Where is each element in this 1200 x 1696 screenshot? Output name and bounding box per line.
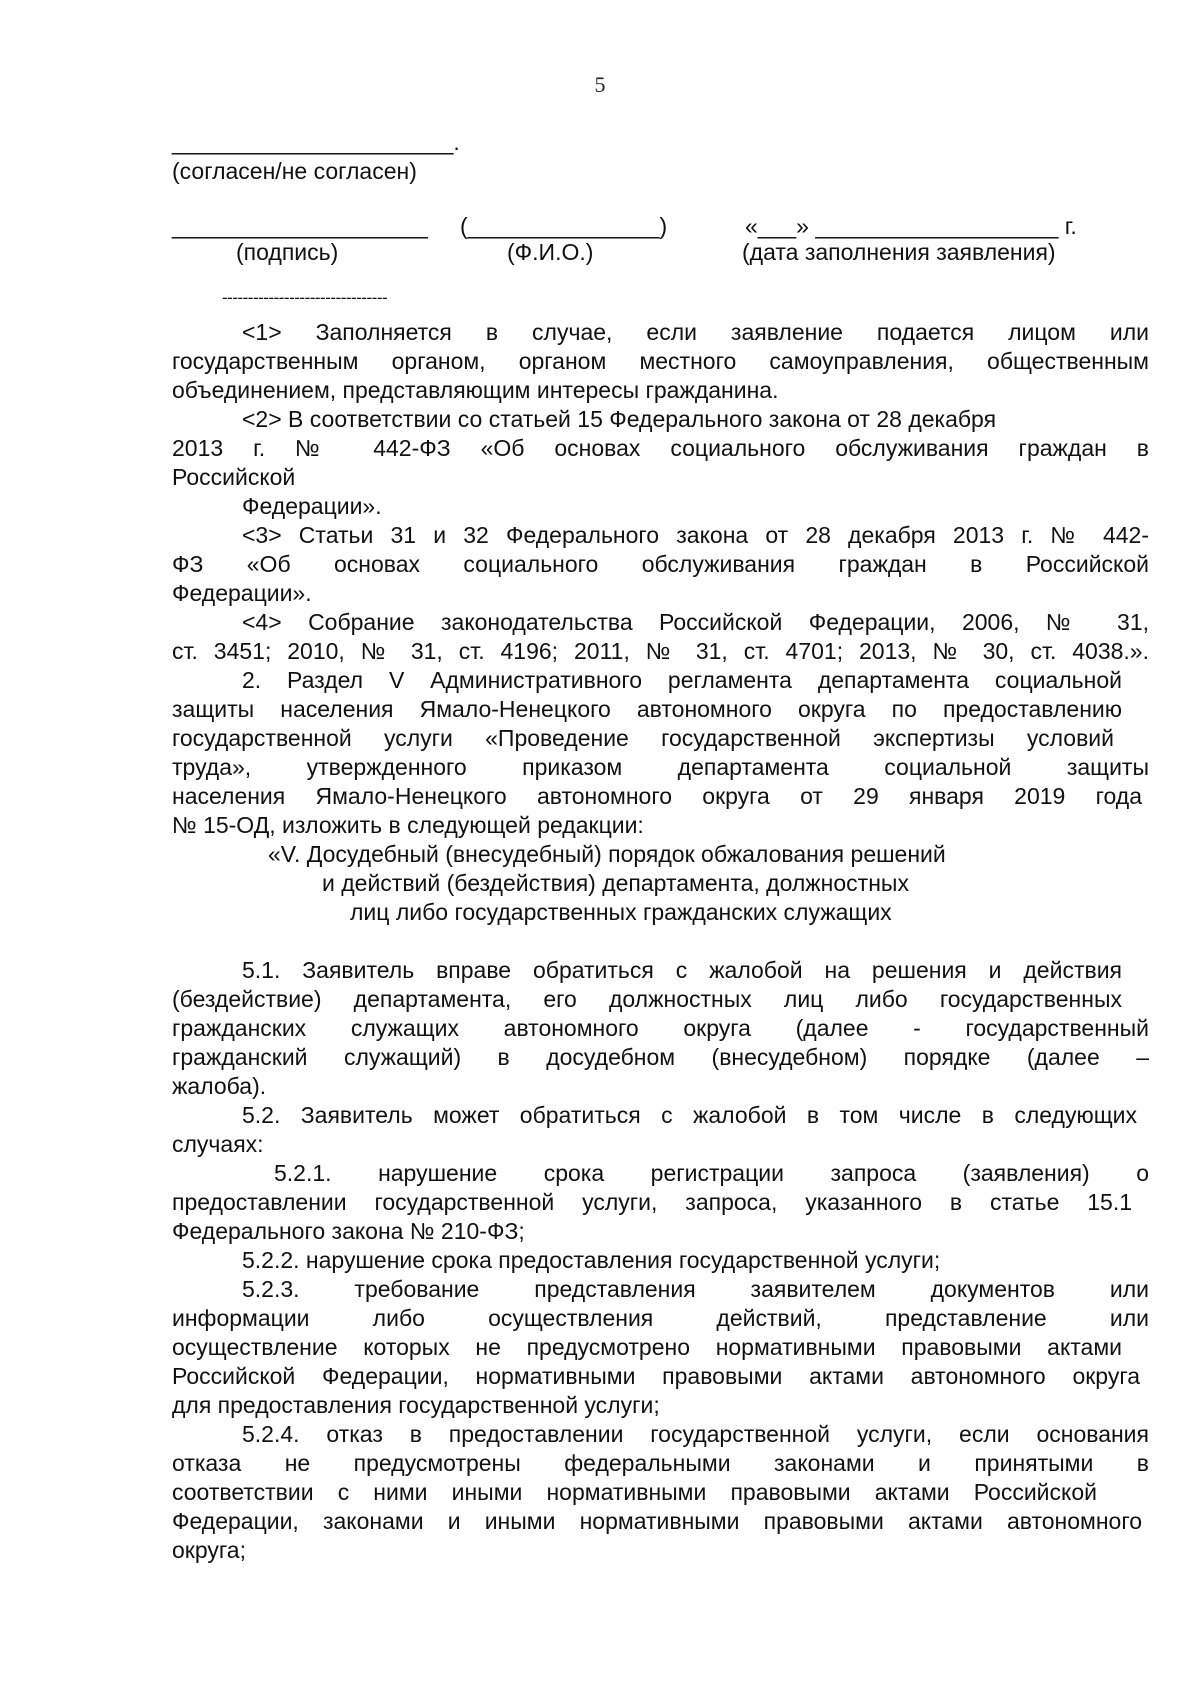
date-hint: (дата заполнения заявления) xyxy=(742,239,1056,265)
footnote-line: объединением, представляющим интересы гражданина. xyxy=(172,377,779,403)
consent-blank: ______________________. xyxy=(172,129,460,155)
paragraph-line: информации либо осуществления действий, представление или xyxy=(172,1305,1149,1331)
footnote-line: государственным органом, органом местного самоуправления, общественным xyxy=(172,348,1149,374)
section-heading-line: и действий (бездействия) департамента, должностных xyxy=(322,870,909,896)
paragraph-line: для предоставления государственной услуги; xyxy=(172,1392,660,1418)
signature-blank: ____________________ xyxy=(172,213,428,239)
section-heading-line: лиц либо государственных гражданских служащих xyxy=(350,899,892,925)
footnote-line: <3> Статьи 31 и 32 Федерального закона от 28 декабря 2013 г. № 442- xyxy=(242,522,1149,548)
paragraph-line: 5.1. Заявитель вправе обратиться с жалобой на решения и действия xyxy=(242,957,1122,983)
paragraph-line: 5.2.2. нарушение срока предоставления государственной услуги; xyxy=(242,1247,941,1273)
paragraph-line: Российской Федерации, нормативными правовыми актами автономного округа xyxy=(172,1363,1140,1389)
paragraph-line: 2. Раздел V Административного регламента департамента социальной xyxy=(242,667,1122,693)
footnote-line: <2> В соответствии со статьей 15 Федерального закона от 28 декабря xyxy=(242,406,997,432)
paragraph-line: защиты населения Ямало-Ненецкого автономного округа по предоставлению xyxy=(172,696,1122,722)
fio-hint: (Ф.И.О.) xyxy=(507,239,594,265)
paragraph-line: Федерального закона № 210-ФЗ; xyxy=(172,1218,525,1244)
paragraph-line: 5.2.4. отказ в предоставлении государственной услуги, если основания xyxy=(242,1421,1149,1447)
paragraph-line: государственной услуги «Проведение государственной экспертизы условий xyxy=(172,725,1114,751)
paragraph-line: жалоба). xyxy=(172,1073,267,1099)
paragraph-line: гражданский служащий) в досудебном (внесудебном) порядке (далее – xyxy=(172,1044,1149,1070)
paragraph-line: округа; xyxy=(172,1537,246,1563)
paragraph-line: № 15-ОД, изложить в следующей редакции: xyxy=(172,812,644,838)
paragraph-line: случаях: xyxy=(172,1131,264,1157)
section-heading-line: «V. Досудебный (внесудебный) порядок обжалования решений xyxy=(268,841,946,867)
paragraph-line: населения Ямало-Ненецкого автономного округа от 29 января 2019 года xyxy=(172,783,1142,809)
page-number: 5 xyxy=(594,72,606,97)
footnote-line: ст. 3451; 2010, № 31, ст. 4196; 2011, № 31, ст. 4701; 2013, № 30, ст. 4038.». xyxy=(172,638,1149,664)
paragraph-line: предоставлении государственной услуги, запроса, указанного в статье 15.1 xyxy=(172,1189,1132,1215)
signature-hint: (подпись) xyxy=(236,239,339,265)
paragraph-line: труда», утвержденного приказом департамента социальной защиты xyxy=(172,754,1149,780)
paragraph-line: (бездействие) департамента, его должностных лиц либо государственных xyxy=(172,986,1122,1012)
fio-blank: (_______________) xyxy=(460,213,668,239)
paragraph-line: 5.2.1. нарушение срока регистрации запроса (заявления) о xyxy=(274,1160,1149,1186)
footnote-line: Российской xyxy=(172,464,296,490)
paragraph-line: 5.2. Заявитель может обратиться с жалобой в том числе в следующих xyxy=(242,1102,1137,1128)
footnote-separator: -------------------------------- xyxy=(222,288,388,307)
date-blank: «___» ___________________ г. xyxy=(745,213,1077,239)
footnote-line: Федерации». xyxy=(172,580,312,606)
paragraph-line: 5.2.3. требование представления заявителем документов или xyxy=(242,1276,1149,1302)
paragraph-line: гражданских служащих автономного округа (далее - государственный xyxy=(172,1015,1149,1041)
footnote-line: Федерации». xyxy=(242,493,382,519)
footnote-line: <1> Заполняется в случае, если заявление подается лицом или xyxy=(242,319,1149,345)
footnote-line: <4> Собрание законодательства Российской Федерации, 2006, № 31, xyxy=(242,609,1149,635)
paragraph-line: осуществление которых не предусмотрено нормативными правовыми актами xyxy=(172,1334,1122,1360)
paragraph-line: соответствии с ними иными нормативными правовыми актами Российской xyxy=(172,1479,1097,1505)
footnote-line: ФЗ «Об основах социального обслуживания граждан в Российской xyxy=(172,551,1149,577)
paragraph-line: отказа не предусмотрены федеральными законами и принятыми в xyxy=(172,1450,1149,1476)
consent-hint: (согласен/не согласен) xyxy=(172,158,417,184)
footnote-line: 2013 г. № 442-ФЗ «Об основах социального обслуживания граждан в xyxy=(172,435,1149,461)
paragraph-line: Федерации, законами и иными нормативными правовыми актами автономного xyxy=(172,1508,1142,1534)
